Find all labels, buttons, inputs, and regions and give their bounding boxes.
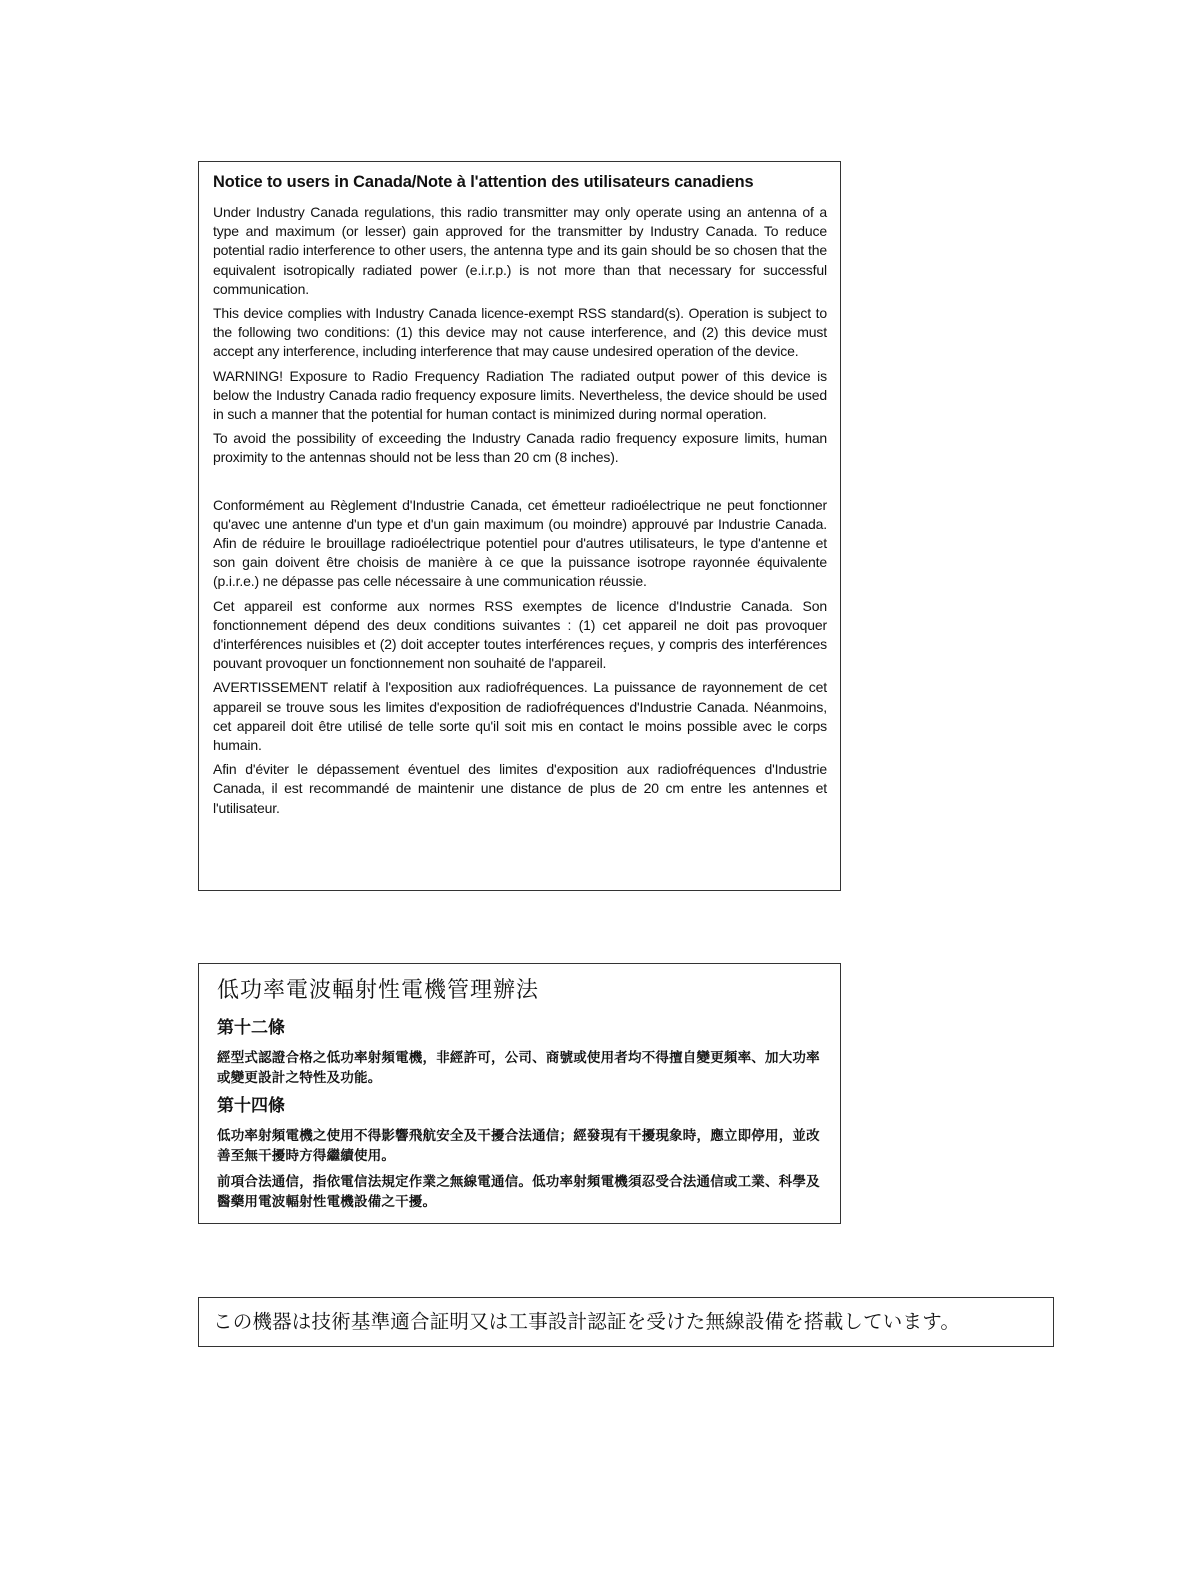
taiwan-article-12-text: 經型式認證合格之低功率射頻電機，非經許可，公司、商號或使用者均不得擅自變更頻率、加大功率或變更設計之特性及功能。 — [217, 1050, 820, 1086]
japan-notice-box — [198, 1297, 1054, 1347]
canada-notice-title: Notice to users in Canada/Note à l'attention des utilisateurs canadiens — [213, 173, 754, 191]
canada-fr-paragraph-1: Conformément au Règlement d'Industrie Canada, cet émetteur radioélectrique ne peut fonctionner qu'avec une antenne d'un type et d'un gain maximum (ou moindre) approuvé par Industrie Canada. Afin de réduire le brouillage radioélectrique potentiel pour d'autres utilisateurs, le type d'antenne et son gain doivent être choisis de manière à ce que la puissance isotrope rayonnée équivalente (p.i.r.e.) ne dépasse pas celle nécessaire à une communication réussie. — [213, 496, 827, 590]
canada-fr-paragraph-3: AVERTISSEMENT relatif à l'exposition aux radiofréquences. La puissance de rayonnement de cet appareil se trouve sous les limites d'exposition de radiofréquences d'Industrie Canada. Néanmoins, cet appareil doit être utilisé de telle sorte qu'il soit mis en contact le moins possible avec le corps humain. — [213, 679, 827, 754]
canada-fr-paragraph-2: Cet appareil est conforme aux normes RSS exemptes de licence d'Industrie Canada. Son fonctionnement dépend des deux conditions suivantes : (1) cet appareil ne doit pas provoquer d'interférences nuisibles et (2) doit accepter toutes interférences reçues, y compris des interférences pouvant provoquer un fonctionnement non souhaité de l'appareil. — [213, 597, 827, 672]
canada-en-paragraph-3: WARNING! Exposure to Radio Frequency Radiation The radiated output power of this device is below the Industry Canada radio frequency exposure limits. Nevertheless, the device should be used in such a manner that the potential for human contact is minimized during normal operation. — [213, 367, 827, 423]
canada-en-paragraph-4: To avoid the possibility of exceeding the Industry Canada radio frequency exposure limits, human proximity to the antennas should not be less than 20 cm (8 inches). — [213, 430, 827, 466]
canada-en-paragraph-1: Under Industry Canada regulations, this radio transmitter may only operate using an antenna of a type and maximum (or lesser) gain approved for the transmitter by Industry Canada. To reduce potential radio interference to other users, the antenna type and its gain should be so chosen that the equivalent isotropically radiated power (e.i.r.p.) is not more than that necessary for successful communication. — [213, 204, 827, 297]
taiwan-article-14-text-1: 低功率射頻電機之使用不得影響飛航安全及干擾合法通信；經發現有干擾現象時，應立即停用，並改善至無干擾時方得繼續使用。 — [217, 1128, 820, 1164]
taiwan-notice-box — [198, 963, 841, 1224]
taiwan-notice-title: 低功率電波輻射性電機管理辦法 — [217, 978, 540, 1003]
taiwan-article-14-text-2: 前項合法通信，指依電信法規定作業之無線電通信。低功率射頻電機須忍受合法通信或工業、科學及醫藥用電波輻射性電機設備之干擾。 — [217, 1174, 820, 1210]
japan-notice-text: この機器は技術基準適合証明又は工事設計認証を受けた無線設備を搭載しています。 — [213, 1310, 961, 1333]
canada-fr-paragraph-4: Afin d'éviter le dépassement éventuel des limites d'exposition aux radiofréquences d'Industrie Canada, il est recommandé de maintenir une distance de plus de 20 cm entre les antennes et l'utilisateur. — [213, 761, 827, 816]
canada-en-paragraph-2: This device complies with Industry Canada licence-exempt RSS standard(s). Operation is subject to the following two conditions: (1) this device may not cause interference, and (2) this device must accept any interference, including interference that may cause undesired operation of the device. — [213, 305, 827, 360]
taiwan-article-14-heading: 第十四條 — [217, 1096, 285, 1116]
canada-notice-box — [198, 161, 841, 891]
taiwan-article-12-heading: 第十二條 — [217, 1018, 285, 1038]
